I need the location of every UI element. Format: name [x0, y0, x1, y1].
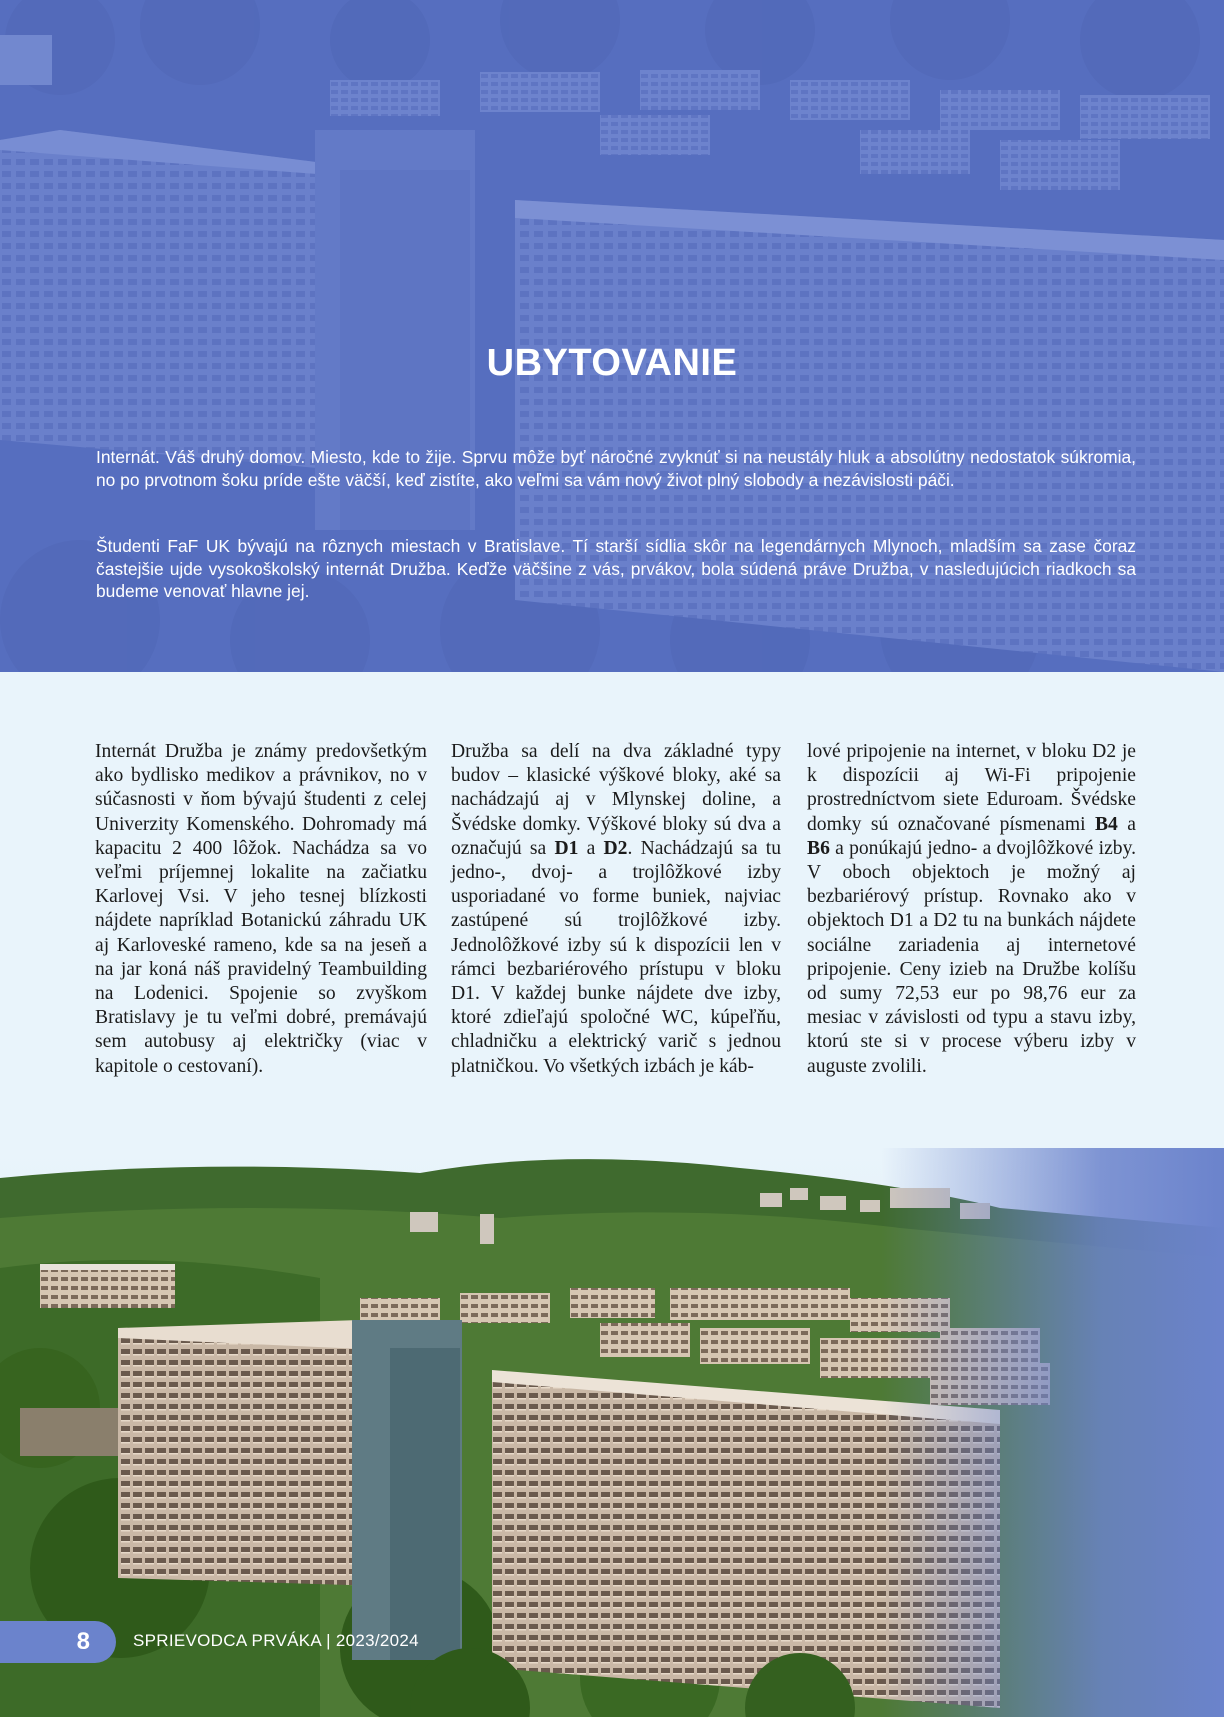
- page-title: UBYTOVANIE: [486, 342, 738, 384]
- page-number-badge: 8: [0, 1621, 116, 1663]
- column-text: Družba sa delí na dva základné typy budov – klasické výškové bloky, aké sa nachádzajú aj v Mlynskej doline, a Švédske domky. Výškové bloky sú dva a označujú sa: [451, 741, 781, 859]
- column-text: a: [1117, 813, 1136, 835]
- column-text: a: [578, 837, 604, 859]
- block-label-d2: D2: [603, 837, 628, 859]
- header-photo-banner: [0, 0, 1224, 672]
- block-label-b6: B6: [807, 837, 830, 859]
- block-label-b4: B4: [1094, 813, 1118, 835]
- column-text: a ponúkajú jedno- a dvojlôžkové izby. V oboch objektoch je možný aj bezbariérový prístup. Rovnako ako v objektoch D1 a D2 tu na bunkách nájdete sociálne zariadenia aj internetové pripojenie. Ceny izieb na Družbe kolíšu od sumy 72,53 eur po 98,76 eur za mesiac v závislosti od typu a stavu izby, ktorú ste si v procese výberu izby v auguste zvolili.: [807, 837, 1136, 1077]
- publication-title: SPRIEVODCA PRVÁKA | 2023/2024: [133, 1631, 419, 1650]
- intro-paragraph: Študenti FaF UK bývajú na rôznych miestach v Bratislave. Tí starší sídlia skôr na legendárnych Mlynoch, mladším sa zase čoraz častejšie ujde vysokoškolský internát Družba. Keďže väčšine z vás, prvákov, bola súdená práve Družba, v nasledujúcich riadkoch sa budeme venovať hlavne jej.: [96, 536, 1136, 601]
- block-label-d1: D1: [554, 837, 579, 859]
- column-text: lové pripojenie na internet, v bloku D2 je k dispozícii aj Wi-Fi pripojenie prostredníctvom siete Eduroam. Švédske domky sú označované písmenami: [807, 741, 1136, 835]
- column-text: . Nachádzajú sa tu jedno-, dvoj- a trojlôžkové izby usporiadané vo forme buniek, najviac zastúpené sú trojlôžkové izby. Jednolôžkové izby sú k dispozícii len v rámci bezbariérového prístupu v bloku D1. V každej bunke nájdete dve izby, ktoré zdieľajú spoločné WC, kúpeľňu, chladničku a elektrický varič s jednou platničkou. Vo všetkých izbách je káb-: [451, 837, 782, 1077]
- article-column-2: [451, 740, 781, 1079]
- intro-paragraph: Internát. Váš druhý domov. Miesto, kde to žije. Sprvu môže byť náročné zvyknúť si na neustály hluk a absolútny nedostatok súkromia, no po prvotnom šoku príde ešte väčší, keď zistíte, ako veľmi sa vám nový život plný slobody a nezávislosti páči.: [96, 447, 1136, 490]
- article-column-3: [807, 740, 1136, 1079]
- article-column-1: Internát Družba je známy predovšetkým ako bydlisko medikov a právnikov, no v súčasnosti v ňom bývajú študenti z celej Univerzity Komenského. Dohromady má kapacitu 2 400 lôžok. Nachádza sa vo veľmi príjemnej lokalite na začiatku Karlovej Vsi. V jeho tesnej blízkosti nájdete napríklad Botanickú záhradu UK aj Karloveské rameno, kde sa na jeseň a na jar koná náš pravidelný Teambuilding na Lodenici. Spojenie so zvyškom Bratislavy je tu veľmi dobré, premávajú sem autobusy aj električky (viac v kapitole o cestovaní).: [95, 741, 427, 1077]
